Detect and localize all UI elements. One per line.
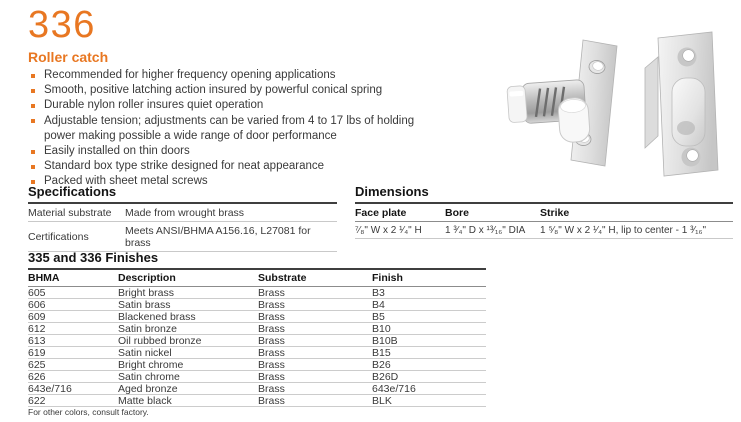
finishes-table	[28, 268, 486, 407]
finishes-header-row	[28, 269, 486, 287]
spec-row	[28, 222, 337, 252]
dimensions-table	[355, 202, 733, 239]
finish-bhma: 619	[28, 347, 118, 359]
finish-row	[28, 359, 486, 371]
finish-row	[28, 347, 486, 359]
product-name: Roller catch	[28, 49, 109, 65]
finish-bhma: 605	[28, 287, 118, 299]
finish-code: B26D	[372, 371, 486, 383]
dimensions-header-row	[355, 203, 733, 222]
box-strike-photo	[645, 32, 718, 176]
product-number: 336	[28, 4, 96, 46]
finish-bhma: 613	[28, 335, 118, 347]
product-photos-svg	[503, 10, 740, 186]
bore-dimension: 1 ³⁄₄" D x ¹³⁄₁₆" DIA	[445, 222, 540, 239]
finish-description: Aged bronze	[118, 383, 258, 395]
feature-item: Durable nylon roller insures quiet operation	[30, 98, 438, 113]
finish-bhma: 612	[28, 323, 118, 335]
footnote: For other colors, consult factory.	[28, 407, 149, 417]
specifications-table	[28, 202, 337, 252]
finish-substrate: Brass	[258, 359, 372, 371]
finish-substrate: Brass	[258, 395, 372, 407]
specifications-section	[28, 184, 337, 252]
finish-code: BLK	[372, 395, 486, 407]
finish-description: Matte black	[118, 395, 258, 407]
finish-description: Blackened brass	[118, 311, 258, 323]
finish-bhma: 622	[28, 395, 118, 407]
dimensions-col-bore: Bore	[445, 203, 540, 222]
product-photos	[503, 10, 740, 186]
finish-description: Satin brass	[118, 299, 258, 311]
finish-bhma: 625	[28, 359, 118, 371]
dimensions-section	[355, 184, 733, 239]
strike-dimension: 1 ⁵⁄₈" W x 2 ¹⁄₄" H, lip to center - 1 ³⁄₁₆"	[540, 222, 733, 239]
finishes-col-substrate: Substrate	[258, 269, 372, 287]
finishes-section	[28, 250, 486, 407]
dimensions-col-faceplate: Face plate	[355, 203, 445, 222]
finish-substrate: Brass	[258, 383, 372, 395]
finish-substrate: Brass	[258, 347, 372, 359]
finish-code: B3	[372, 287, 486, 299]
finishes-col-description: Description	[118, 269, 258, 287]
feature-list	[30, 68, 438, 190]
finish-description: Oil rubbed bronze	[118, 335, 258, 347]
finish-substrate: Brass	[258, 335, 372, 347]
finishes-col-bhma: BHMA	[28, 269, 118, 287]
finish-substrate: Brass	[258, 299, 372, 311]
spec-row	[28, 203, 337, 222]
finish-row	[28, 335, 486, 347]
finish-description: Satin nickel	[118, 347, 258, 359]
finish-description: Bright chrome	[118, 359, 258, 371]
finishes-title: 335 and 336 Finishes	[28, 250, 159, 265]
dimensions-title: Dimensions	[355, 184, 429, 199]
finish-row	[28, 371, 486, 383]
finish-code: B10	[372, 323, 486, 335]
finish-row	[28, 395, 486, 407]
finishes-col-finish: Finish	[372, 269, 486, 287]
finish-substrate: Brass	[258, 311, 372, 323]
finish-row	[28, 311, 486, 323]
finish-code: B15	[372, 347, 486, 359]
dimensions-col-strike: Strike	[540, 203, 733, 222]
finish-row	[28, 323, 486, 335]
finish-code: B10B	[372, 335, 486, 347]
specifications-title: Specifications	[28, 184, 117, 199]
finish-bhma: 609	[28, 311, 118, 323]
finish-description: Satin bronze	[118, 323, 258, 335]
finish-description: Bright brass	[118, 287, 258, 299]
finish-bhma: 643e/716	[28, 383, 118, 395]
roller-catch-photo	[507, 40, 617, 166]
finish-code: B5	[372, 311, 486, 323]
feature-item: Standard box type strike designed for neat appearance	[30, 159, 438, 174]
finish-description: Satin chrome	[118, 371, 258, 383]
product-header	[28, 4, 108, 65]
spec-label: Material substrate	[28, 203, 125, 222]
spec-value: Made from wrought brass	[125, 203, 337, 222]
feature-item: Easily installed on thin doors	[30, 144, 438, 159]
feature-item: Packed with sheet metal screws	[30, 174, 438, 189]
finish-code: B4	[372, 299, 486, 311]
finish-substrate: Brass	[258, 371, 372, 383]
finish-substrate: Brass	[258, 323, 372, 335]
dimensions-value-row	[355, 222, 733, 239]
spec-value: Meets ANSI/BHMA A156.16, L27081 for brass	[125, 222, 337, 252]
finish-row	[28, 383, 486, 395]
finish-code: 643e/716	[372, 383, 486, 395]
finish-code: B26	[372, 359, 486, 371]
finish-substrate: Brass	[258, 287, 372, 299]
feature-item: Adjustable tension; adjustments can be varied from 4 to 17 lbs of holding power making possible a wide range of door performance	[30, 114, 438, 144]
faceplate-dimension: ⁷⁄₈" W x 2 ¹⁄₄" H	[355, 222, 445, 239]
spec-label: Certifications	[28, 222, 125, 252]
feature-item: Recommended for higher frequency opening applications	[30, 68, 438, 83]
finish-bhma: 626	[28, 371, 118, 383]
finish-bhma: 606	[28, 299, 118, 311]
feature-item: Smooth, positive latching action insured by powerful conical spring	[30, 83, 438, 98]
finish-row	[28, 287, 486, 299]
finish-row	[28, 299, 486, 311]
